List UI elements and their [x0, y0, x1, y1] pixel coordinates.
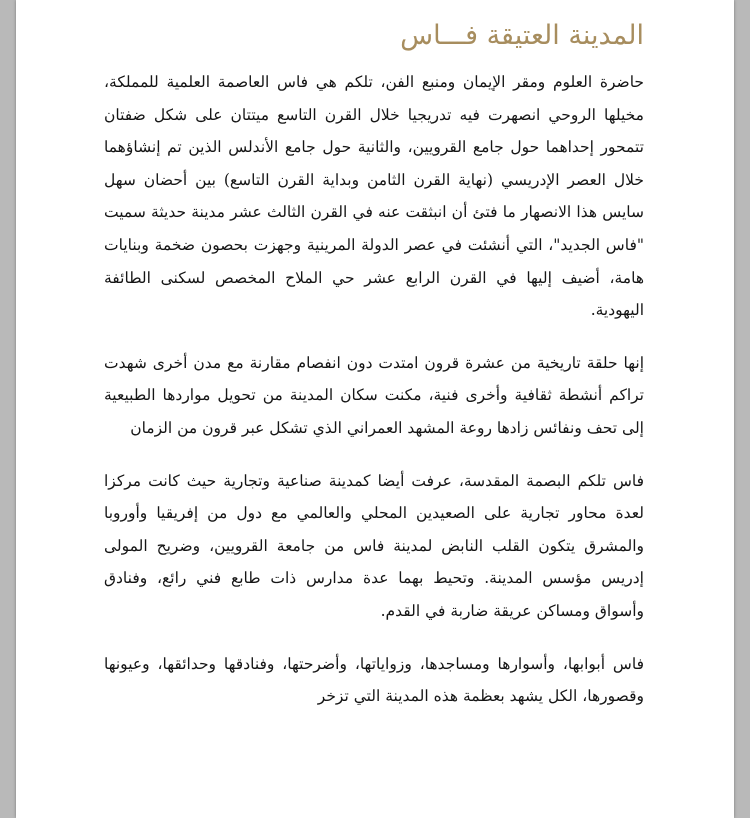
document-page	[16, 0, 734, 818]
paragraph-1: حاضرة العلوم ومقر الإيمان ومنبع الفن، تلكم هي فاس العاصمة العلمية للمملكة، مخيلها الروحي انصهرت فيه تدريجيا خلال القرن التاسع ميتتان على شكل ضفتان تتمحور إحداهما حول جامع القرويين، والثانية حول جامع الأندلس الذين تم إنشاؤهما خلال العصر الإدريسي (نهاية القرن الثامن وبداية القرن التاسع) بين أحضان سهل سايس هذا الانصهار ما فتئ أن انبثقت عنه في القرن الثالث عشر مدينة حديثة سميت "فاس الجديد"، التي أنشئت في عصر الدولة المرينية وجهزت بحصون ضخمة وبنايات هامة، أضيف إليها في القرن الرابع عشر حي الملاح المخصص لسكنى الطائفة اليهودية.	[104, 73, 644, 320]
article-body	[104, 14, 644, 733]
paragraph-4: فاس أبوابها، وأسوارها ومساجدها، وزواياتها، وأضرحتها، وفنادقها وحدائقها، وعيونها وقصورها، الكل يشهد بعظمة هذه المدينة التي تزخر	[104, 654, 644, 706]
page-title: المدينة العتيقة فـــاس	[400, 20, 644, 51]
paragraph-3: فاس تلكم البصمة المقدسة، عرفت أيضا كمدينة صناعية وتجارية حيث كانت مركزا لعدة محاور تجارية على الصعيدين المحلي والعالمي مع دول من إفريقيا وأوروبا والمشرق يتكون القلب النابض لمدينة فاس من جامعة القرويين، وضريح المولى إدريس مؤسس المدينة. وتحيط بهما عدة مدارس ذات طابع فني رائع، وفنادق وأسواق ومساكن عريقة ضاربة في القدم.	[104, 471, 644, 620]
paragraph-2: إنها حلقة تاريخية من عشرة قرون امتدت دون انفصام مقارنة مع مدن أخرى شهدت تراكم أنشطة ثقافية وأخرى فنية، مكنت سكان المدينة من تحويل مواردها الطبيعية إلى تحف ونفائس زادها روعة المشهد العمراني الذي تشكل عبر قرون من الزمان	[104, 353, 644, 437]
